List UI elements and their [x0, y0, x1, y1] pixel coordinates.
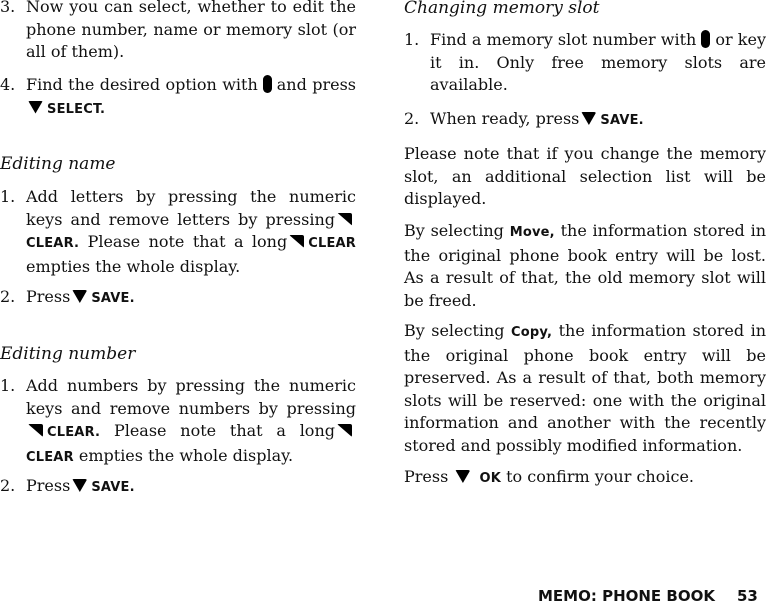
left-softkey-icon	[28, 101, 43, 114]
item-number: 2.	[0, 476, 16, 495]
section-heading: Changing memory slot	[404, 0, 600, 18]
page-footer	[538, 586, 764, 606]
right-softkey-icon	[28, 424, 43, 437]
key-label: OK	[479, 471, 502, 486]
paragraph-text: By selecting	[404, 321, 505, 340]
left-softkey-icon	[581, 112, 596, 125]
item-text: Press	[26, 476, 71, 495]
list-item-3	[0, 0, 356, 64]
paragraph-text: to confirm your choice.	[506, 467, 694, 486]
item-number: 1.	[404, 30, 420, 49]
left-softkey-icon	[72, 290, 87, 303]
paragraph: Please note that if you change the memory slot, an additional selection list will be displayed.	[404, 144, 766, 208]
paragraph-text: By selecting	[404, 221, 504, 240]
right-softkey-icon	[337, 424, 352, 437]
list-item-2	[0, 475, 356, 500]
item-text: empties the whole display.	[26, 256, 241, 276]
key-label: CLEAR	[26, 449, 74, 465]
paragraph	[404, 220, 766, 312]
item-text: or key it in. Only free memory slots are available.	[430, 30, 766, 94]
list-item-1	[0, 186, 356, 278]
paragraph	[404, 466, 766, 491]
footer-section-title: MEMO: PHONE BOOK	[538, 587, 715, 605]
paragraph-text: the information stored in the original phone book entry will be lost. As a result of that, the old memory slot will be freed.	[404, 221, 766, 310]
key-label: CLEAR.	[47, 425, 101, 440]
item-number: 2.	[0, 287, 16, 306]
item-text: and press	[276, 75, 357, 94]
page-number: 53	[736, 587, 758, 605]
key-label: SAVE.	[91, 480, 135, 495]
list-item-4	[0, 74, 356, 121]
key-label: Move,	[509, 225, 555, 240]
paragraph	[404, 320, 766, 457]
item-number: 4.	[0, 75, 16, 94]
item-number: 1.	[0, 376, 16, 395]
list-item-2	[404, 108, 766, 133]
item-text: Please note that a long	[87, 232, 288, 251]
key-label: SAVE.	[91, 291, 135, 306]
item-number: 2.	[404, 109, 420, 128]
paragraph-text: the information stored in the original phone book entry will be preserved. As a result of that, both memory slots will be reserved: one with the original information and another with the recently stored and possibly modified information.	[404, 321, 766, 455]
left-softkey-icon	[72, 479, 87, 492]
item-text: Press	[26, 287, 71, 306]
paragraph-text: Press	[404, 467, 449, 486]
left-softkey-icon	[455, 470, 470, 483]
nav-key-icon	[701, 30, 710, 48]
item-number: 1.	[0, 187, 16, 206]
section-heading: Editing name	[0, 154, 116, 174]
item-text: Add letters by pressing the numeric keys and remove letters by pressing	[26, 187, 356, 229]
item-text: Please note that a long	[113, 421, 335, 440]
item-text: Add numbers by pressing the numeric keys and remove numbers by pressing	[26, 376, 356, 418]
section-heading: Editing number	[0, 344, 136, 364]
key-label: SELECT.	[47, 101, 106, 117]
right-softkey-icon	[337, 213, 352, 226]
key-label: CLEAR.	[26, 236, 80, 251]
list-item-2	[0, 286, 356, 311]
nav-key-icon	[263, 75, 272, 93]
item-number: 3.	[0, 0, 16, 16]
key-label: CLEAR	[308, 236, 356, 251]
item-text: Find the desired option with	[26, 75, 258, 94]
item-text: Now you can select, whether to edit the phone number, name or memory slot (or all of them).	[26, 0, 356, 61]
key-label: SAVE.	[600, 113, 644, 128]
list-item-1	[0, 375, 356, 469]
item-text: empties the whole display.	[78, 445, 294, 465]
item-text: When ready, press	[430, 109, 580, 128]
item-text: Find a memory slot number with	[430, 30, 697, 49]
right-softkey-icon	[289, 235, 304, 248]
key-label: Copy,	[511, 325, 553, 340]
list-item-1	[404, 29, 766, 97]
